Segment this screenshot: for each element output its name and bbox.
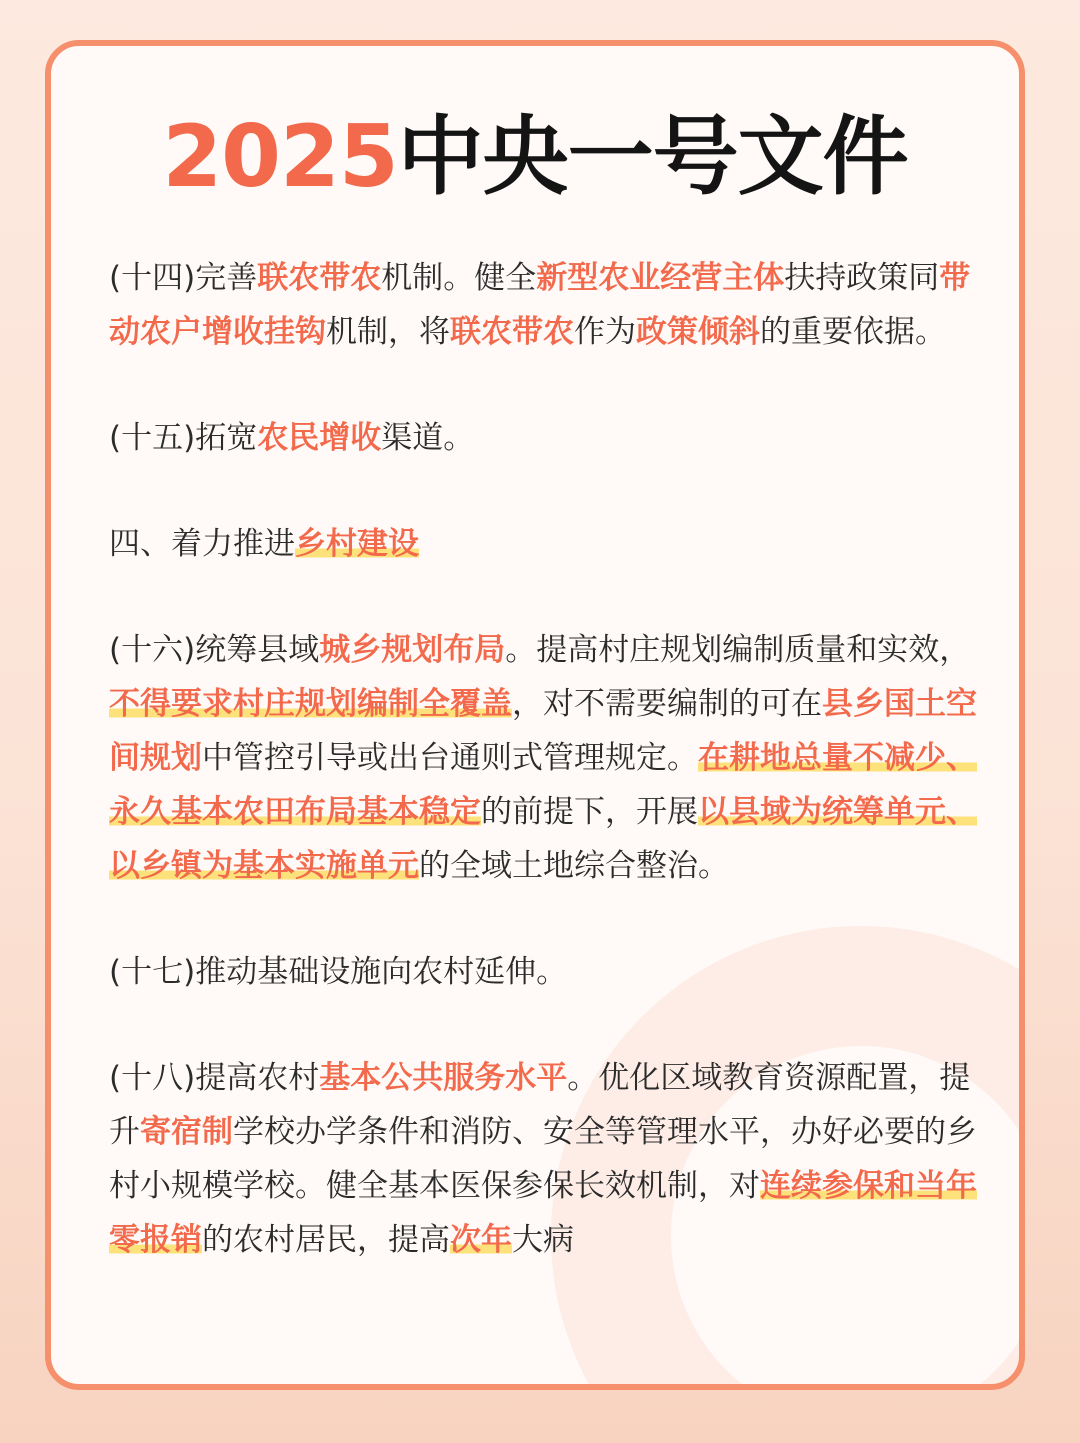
- text-segment: 渠道。: [381, 420, 475, 456]
- text-segment: (十五)拓宽: [109, 420, 258, 456]
- title-year: 2025: [162, 107, 398, 207]
- section-heading-4: [109, 517, 987, 571]
- text-segment: 机制。健全: [381, 260, 537, 296]
- text-segment: (十七)推动基础设施向农村延伸。: [109, 954, 568, 990]
- highlighted-phrase: 带动农户增收挂钩: [109, 260, 971, 350]
- document-body: [109, 251, 987, 1267]
- text-segment: 的全域土地综合整治。: [419, 848, 729, 884]
- document-card: [45, 40, 1025, 1390]
- highlighted-phrase: 不得要求村庄规划编制全覆盖: [109, 686, 512, 722]
- highlighted-phrase: 联农带农: [257, 260, 382, 296]
- text-segment: (十六)统筹县域: [109, 632, 320, 668]
- text-segment: (十八)提高农村: [109, 1060, 320, 1096]
- text-segment: 扶持政策同: [784, 260, 940, 296]
- page-title: [51, 107, 1019, 207]
- paragraph-17: [109, 945, 987, 999]
- text-segment: 学校办学条件和消防、安全等管理水平，办好必要的乡村小规模学校。健全基本医保参保长效机制，对: [109, 1114, 977, 1204]
- highlighted-phrase: 县乡国土空间规划: [109, 686, 977, 776]
- highlighted-phrase: 基本公共服务水平: [319, 1060, 568, 1096]
- text-segment: 作为: [574, 314, 636, 350]
- highlighted-phrase: 联农带农: [450, 314, 574, 350]
- text-segment: 中管控引导或出台通则式管理规定。: [202, 740, 698, 776]
- text-segment: 。提高村庄规划编制质量和实效，: [505, 632, 971, 668]
- paragraph-18: [109, 1051, 987, 1267]
- highlighted-phrase: 乡村建设: [295, 526, 419, 562]
- text-segment: 的重要依据。: [760, 314, 946, 350]
- text-segment: 的农村居民，提高: [202, 1222, 450, 1258]
- highlighted-phrase: 城乡规划布局: [319, 632, 506, 668]
- text-segment: (十四)完善: [109, 260, 258, 296]
- text-segment: 。优化区域教育资源配置，提升: [109, 1060, 971, 1150]
- paragraph-14: [109, 251, 987, 359]
- paragraph-16: [109, 623, 987, 893]
- text-segment: 的前提下，开展: [481, 794, 698, 830]
- highlighted-phrase: 寄宿制: [140, 1114, 233, 1150]
- highlighted-phrase: 在耕地总量不减少、永久基本农田布局基本稳定: [109, 740, 977, 830]
- highlighted-phrase: 连续参保和当年零报销: [109, 1168, 977, 1258]
- highlighted-phrase: 新型农业经营主体: [536, 260, 785, 296]
- highlighted-phrase: 政策倾斜: [636, 314, 760, 350]
- text-segment: 四、着力推进: [109, 526, 295, 562]
- paragraph-15: [109, 411, 987, 465]
- text-segment: ，对不需要编制的可在: [512, 686, 822, 722]
- text-segment: 大病: [512, 1222, 574, 1258]
- text-segment: 机制，将: [326, 314, 450, 350]
- highlighted-phrase: 农民增收: [257, 420, 382, 456]
- title-text: 中央一号文件: [397, 107, 908, 207]
- highlighted-phrase: 次年: [450, 1222, 512, 1258]
- highlighted-phrase: 以县域为统筹单元、以乡镇为基本实施单元: [109, 794, 977, 884]
